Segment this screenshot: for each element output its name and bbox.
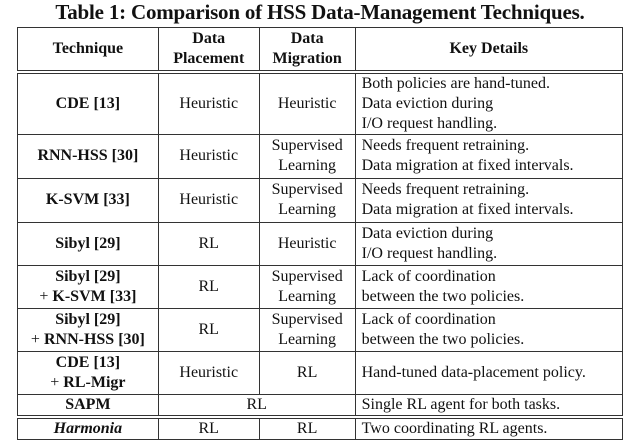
- placement-cell: Heuristic: [158, 351, 259, 394]
- technique-cell: Sibyl [29]: [18, 222, 159, 265]
- migration-cell: Supervised Learning: [259, 134, 355, 178]
- details-cell: Both policies are hand-tuned. Data eviction during I/O request handling.: [355, 72, 622, 135]
- placement-cell: Heuristic: [158, 72, 259, 135]
- comparison-table: [17, 27, 623, 440]
- placement-cell: Heuristic: [158, 178, 259, 222]
- migration-cell: Supervised Learning: [259, 265, 355, 308]
- details-cell: Lack of coordination between the two policies.: [355, 308, 622, 351]
- technique-cell: Sibyl [29] + K-SVM [33]: [18, 265, 159, 308]
- details-cell: Two coordinating RL agents.: [355, 417, 622, 440]
- header-technique: Technique: [18, 28, 159, 72]
- table-row-cde-rl-migr: [18, 351, 623, 394]
- details-cell: Lack of coordination between the two policies.: [355, 265, 622, 308]
- placement-cell: Heuristic: [158, 134, 259, 178]
- table-row-sibyl: [18, 222, 623, 265]
- technique-cell: Harmonia: [18, 417, 159, 440]
- technique-cell: RNN-HSS [30]: [18, 134, 159, 178]
- technique-cell: Sibyl [29] + RNN-HSS [30]: [18, 308, 159, 351]
- table-row-sibyl-k-svm: [18, 265, 623, 308]
- table-row-k-svm: [18, 178, 623, 222]
- placement-cell: RL: [158, 417, 259, 440]
- table-row-sibyl-rnn-hss: [18, 308, 623, 351]
- placement-migration-cell: RL: [158, 394, 355, 417]
- details-cell: Hand-tuned data-placement policy.: [355, 351, 622, 394]
- migration-cell: Supervised Learning: [259, 308, 355, 351]
- migration-cell: Heuristic: [259, 222, 355, 265]
- placement-cell: RL: [158, 265, 259, 308]
- placement-cell: RL: [158, 222, 259, 265]
- technique-cell: CDE [13] + RL-Migr: [18, 351, 159, 394]
- migration-cell: Supervised Learning: [259, 178, 355, 222]
- header-data-migration: Data Migration: [259, 28, 355, 72]
- details-cell: Needs frequent retraining. Data migration at fixed intervals.: [355, 178, 622, 222]
- table-row-cde: [18, 72, 623, 135]
- details-cell: Needs frequent retraining. Data migration at fixed intervals.: [355, 134, 622, 178]
- table-row-rnn-hss: [18, 134, 623, 178]
- header-data-placement: Data Placement: [158, 28, 259, 72]
- migration-cell: Heuristic: [259, 72, 355, 135]
- header-row: [18, 28, 623, 72]
- table-row-harmonia: [18, 417, 623, 440]
- migration-cell: RL: [259, 351, 355, 394]
- technique-cell: K-SVM [33]: [18, 178, 159, 222]
- placement-cell: RL: [158, 308, 259, 351]
- table-caption: Table 1: Comparison of HSS Data-Management Techniques.: [55, 0, 585, 24]
- technique-cell: SAPM: [18, 394, 159, 417]
- migration-cell: RL: [259, 417, 355, 440]
- header-key-details: Key Details: [355, 28, 622, 72]
- technique-cell: CDE [13]: [18, 72, 159, 135]
- details-cell: Data eviction during I/O request handling.: [355, 222, 622, 265]
- details-cell: Single RL agent for both tasks.: [355, 394, 622, 417]
- table-row-sapm: [18, 394, 623, 417]
